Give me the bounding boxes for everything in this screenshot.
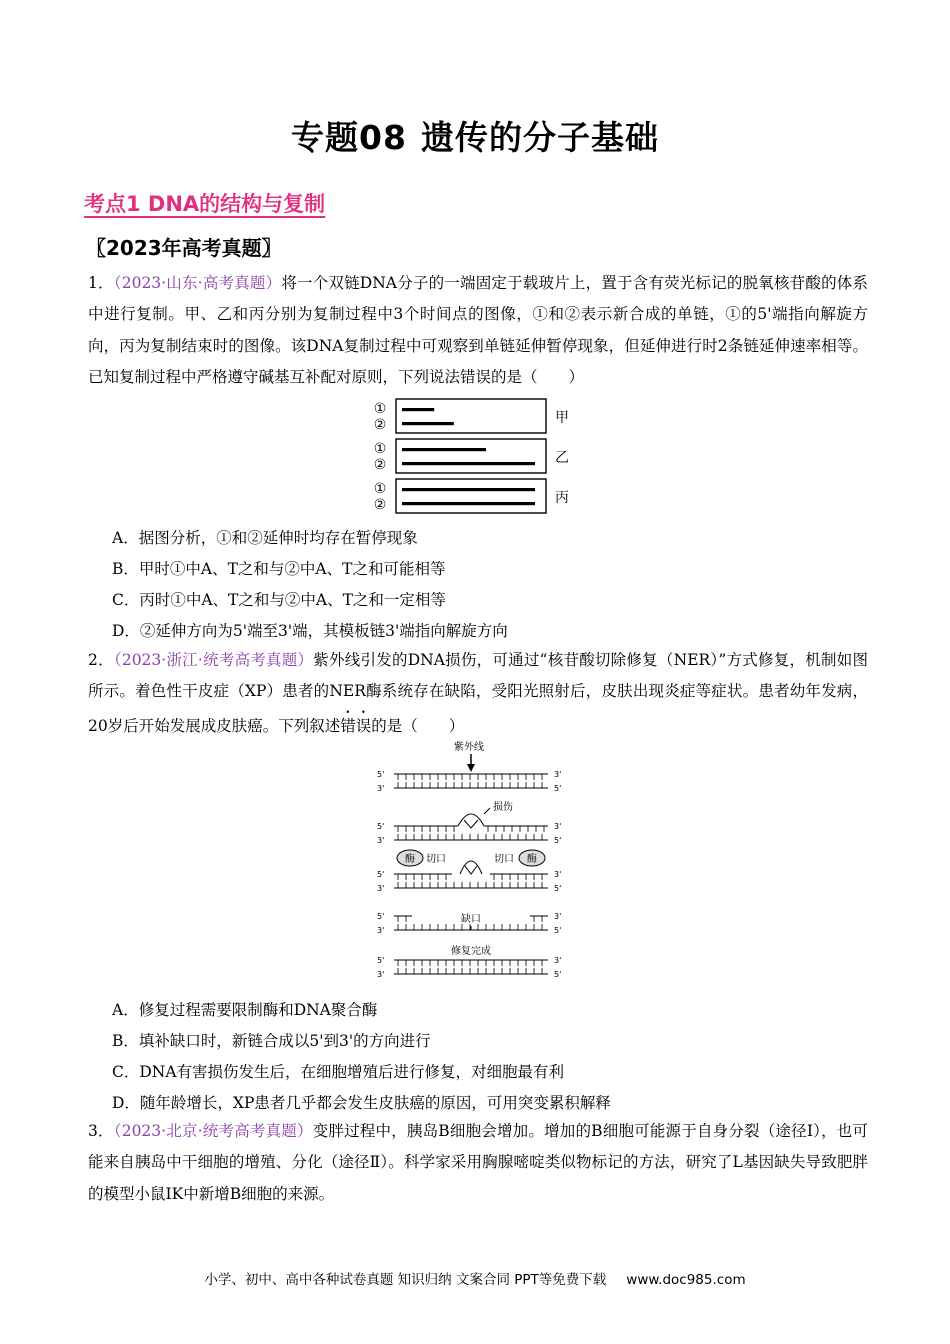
emphasis-wrong: 错误: [340, 716, 372, 735]
end-label: 3': [554, 822, 562, 831]
strand-2-bar: [402, 502, 535, 505]
figure-ner-repair: [372, 740, 572, 982]
gap-label: 缺口: [461, 914, 481, 925]
end-label: 5': [377, 822, 385, 831]
damage-kink: [465, 866, 477, 874]
option-2c: C．DNA有害损伤发生后，在细胞增殖后进行修复，对细胞最有利: [112, 1063, 565, 1081]
end-label: 3': [377, 784, 385, 793]
panel-label: 乙: [555, 450, 569, 466]
done-label: 修复完成: [451, 946, 491, 957]
strand-2-label: ②: [373, 457, 387, 473]
option-1b: B．甲时①中A、T之和与②中A、T之和可能相等: [112, 560, 446, 578]
end-label: 5': [377, 870, 385, 879]
strand-2-label: ②: [373, 417, 387, 433]
strand-2-label: ②: [373, 497, 387, 513]
end-label: 3': [377, 836, 385, 845]
enzyme-label: 酶: [405, 854, 415, 865]
end-label: 5': [377, 770, 385, 779]
option-1c: C．丙时①中A、T之和与②中A、T之和一定相等: [112, 591, 446, 609]
cut-label: 切口: [426, 854, 446, 865]
question-1: 1．（2023·山东·高考真题）将一个双链DNA分子的一端固定于载玻片上，置于含有荧光标记的脱氧核苷酸的体系中进行复制。甲、乙和丙分别为复制过程中3个时间点的图像，①和②表示新合成的单链，①的5'端指向解旋方向，丙为复制结束时的图像。该DNA复制过程中可观察到单链延伸暂停现象，但延伸进行时2条链延伸速率相等。已知复制过程中严格遵守碱基互补配对原则，下列说法错误的是（ ）: [88, 274, 868, 386]
end-label: 3': [554, 912, 562, 921]
end-label: 5': [377, 956, 385, 965]
uv-label: 紫外线: [454, 742, 484, 753]
panel-box-0: [396, 399, 546, 433]
strand-1-bar: [402, 408, 434, 411]
question-source: （2023·浙江·统考高考真题）: [113, 651, 314, 669]
arrow-head: [467, 764, 475, 772]
strand-1-bar: [402, 488, 535, 491]
strand-1-label: ①: [373, 441, 387, 457]
question-source: （2023·山东·高考真题）: [113, 274, 282, 292]
strand-1-bar: [402, 448, 486, 451]
pointer-line: [484, 808, 490, 814]
end-label: 3': [554, 870, 562, 879]
end-label: 5': [554, 884, 562, 893]
end-label: 5': [554, 836, 562, 845]
end-label: 3': [377, 970, 385, 979]
year-heading: 〖2023年高考真题〗: [86, 236, 282, 260]
question-source: （2023·北京·统考高考真题）: [113, 1122, 313, 1140]
page-title: 专题08 遗传的分子基础: [291, 118, 659, 157]
enzyme-label: 酶: [527, 854, 537, 865]
option-2a: A．修复过程需要限制酶和DNA聚合酶: [112, 1001, 378, 1019]
question-2: 2．（2023·浙江·统考高考真题）紫外线引发的DNA损伤，可通过“核苷酸切除修复（NER）”方式修复，机制如图所示。着色性干皮症（XP）患者的NER酶系统存在缺陷，受阳光照射后，皮肤出现炎症等症状。患者幼年发病，20岁后开始发展成皮肤癌。下列叙述错误的是（ ）: [88, 651, 868, 735]
end-label: 3': [554, 770, 562, 779]
damage-label: 损伤: [493, 802, 513, 813]
damage-kink: [464, 820, 478, 828]
strand-1-label: ①: [373, 401, 387, 417]
end-label: 3': [377, 884, 385, 893]
panel-label: 甲: [555, 410, 569, 426]
question-3: 3．（2023·北京·统考高考真题）变胖过程中，胰岛B细胞会增加。增加的B细胞可能源于自身分裂（途径Ⅰ），也可能来自胰岛中干细胞的增殖、分化（途径Ⅱ）。科学家采用胸腺嘧啶类似物标记的方法，研究了L基因缺失导致肥胖的模型小鼠IK中新增B细胞的来源。: [88, 1122, 868, 1203]
option-1d: D．②延伸方向为5'端至3'端，其模板链3'端指向解旋方向: [112, 622, 508, 640]
panel-label: 丙: [555, 490, 569, 506]
panel-box-2: [396, 479, 546, 513]
end-label: 5': [554, 926, 562, 935]
strand-2-bar: [402, 462, 535, 465]
strand-1-label: ①: [373, 481, 387, 497]
page-footer: 小学、初中、高中各种试卷真题 知识归纳 文案合同 PPT等免费下载 www.doc985.com: [204, 1272, 746, 1288]
panel-box-1: [396, 439, 546, 473]
end-label: 3': [554, 956, 562, 965]
option-2d: D．随年龄增长，XP患者几乎都会发生皮肤癌的原因，可用突变累积解释: [112, 1094, 611, 1112]
end-label: 3': [377, 926, 385, 935]
damage-bulge: [458, 814, 484, 826]
option-1a: A．据图分析，①和②延伸时均存在暂停现象: [112, 529, 418, 547]
figure-replication: [352, 396, 582, 516]
damage-bulge: [460, 861, 482, 874]
end-label: 5': [377, 912, 385, 921]
end-label: 5': [554, 970, 562, 979]
section-heading: 考点1 DNA的结构与复制: [84, 192, 326, 216]
end-label: 5': [554, 784, 562, 793]
strand-2-bar: [402, 422, 454, 425]
cut-label: 切口: [494, 854, 514, 865]
option-2b: B．填补缺口时，新链合成以5'到3'的方向进行: [112, 1032, 431, 1050]
